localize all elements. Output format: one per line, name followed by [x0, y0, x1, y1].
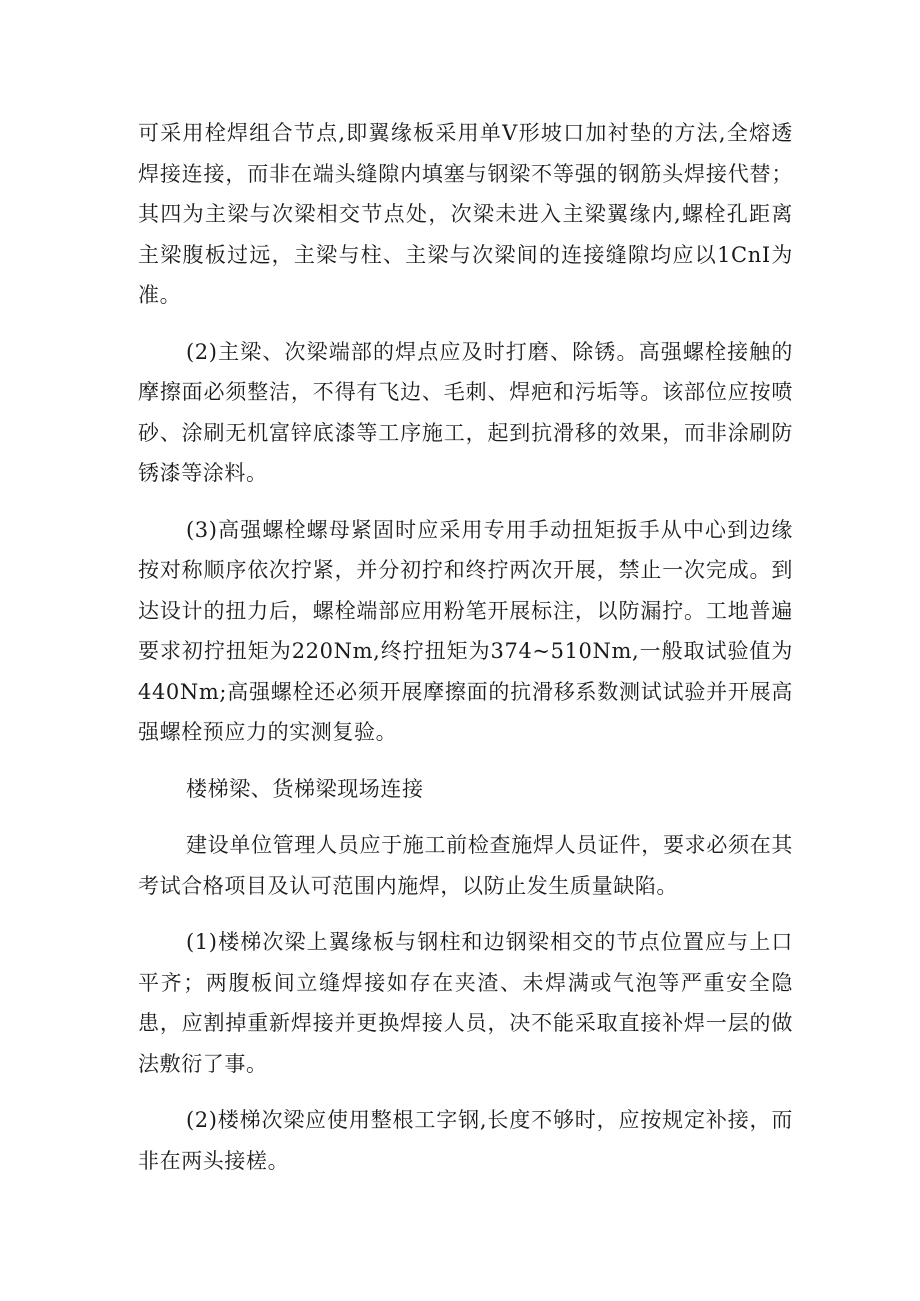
- paragraph-continuation: 可采用栓焊组合节点,即翼缘板采用单V形坡口加衬垫的方法,全熔透焊接连接，而非在端头缝隙内填塞与钢梁不等强的钢筋头焊接代替；其四为主梁与次梁相交节点处，次梁未进入主梁翼缘内,螺栓孔距离主梁腹板过远，主梁与柱、主梁与次梁间的连接缝隙均应以1CnI为准。: [138, 121, 793, 307]
- paragraph-item-2-i-beam: (2)楼梯次梁应使用整根工字钢,长度不够时，应按规定补接，而非在两头接槎。: [138, 1108, 793, 1173]
- paragraph-item-2-surface-treatment: (2)主梁、次梁端部的焊点应及时打磨、除锈。高强螺栓接触的摩擦面必须整洁，不得有飞边、毛刺、焊疤和污垢等。该部位应按喷砂、涂刷无机富锌底漆等工序施工，起到抗滑移的效果，而非涂刷防锈漆等涂料。: [138, 339, 793, 485]
- paragraph-item-1-stair-beam: (1)楼梯次梁上翼缘板与钢柱和边钢梁相交的节点位置应与上口平齐；两腹板间立缝焊接如存在夹渣、未焊满或气泡等严重安全隐患，应割掉重新焊接并更换焊接人员，决不能采取直接补焊一层的做法敷衍了事。: [138, 930, 793, 1076]
- document-body: [138, 113, 793, 1197]
- paragraph-item-3-bolt-tightening: (3)高强螺栓螺母紧固时应采用专用手动扭矩扳手从中心到边缘按对称顺序依次拧紧，并分初拧和终拧两次开展，禁止一次完成。到达设计的扭力后，螺栓端部应用粉笔开展标注，以防漏拧。工地普遍要求初拧扭矩为220Nm,终拧扭矩为374~510Nm,一般取试验值为440Nm;高强螺栓还必须开展摩擦面的抗滑移系数测试试验并开展高强螺栓预应力的实测复验。: [138, 517, 793, 744]
- paragraph-welder-certification: 建设单位管理人员应于施工前检查施焊人员证件，要求必须在其考试合格项目及认可范围内施焊，以防止发生质量缺陷。: [138, 833, 793, 898]
- section-heading: 楼梯梁、货梯梁现场连接: [186, 776, 424, 801]
